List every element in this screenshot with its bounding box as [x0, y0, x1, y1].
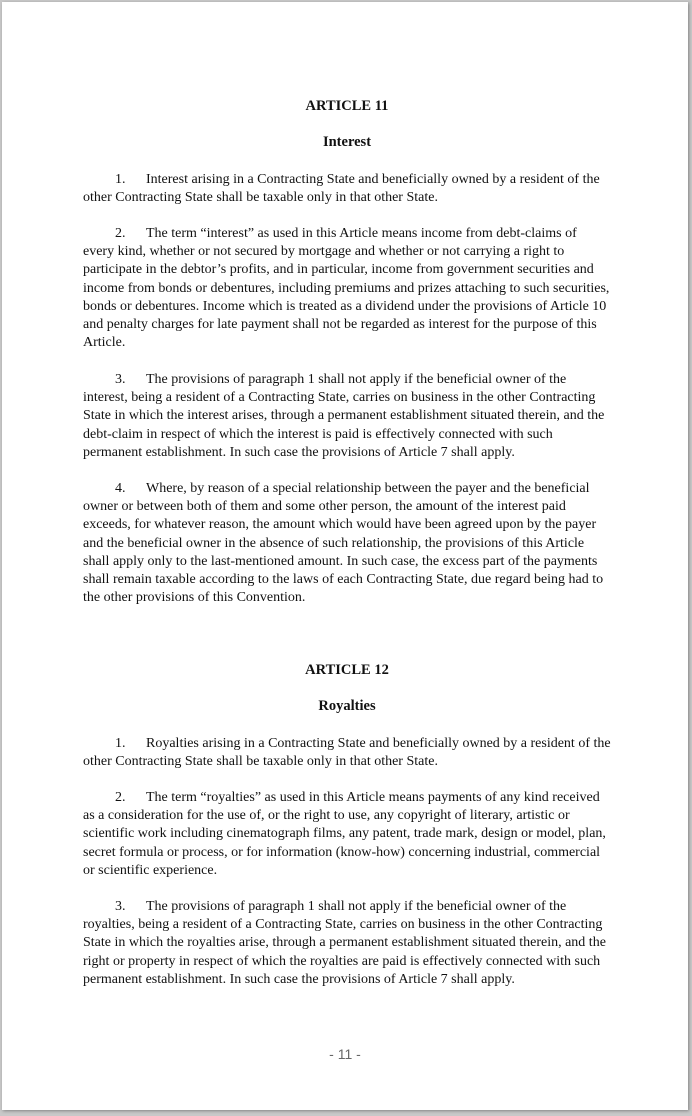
article-12-paragraph-3: 3. The provisions of paragraph 1 shall not apply if the beneficial owner of the royalties, being a resident of a Contracting State, carries on business in the other Contracting State in which the royalties arise, through a permanent establishment situated therein, and the right or property in respect of which the royalties are paid is effectively connected with such permanent establishment. In such case the provisions of Article 7 shall apply.	[83, 899, 606, 987]
article-12-paragraph-2: 2. The term “royalties” as used in this Article means payments of any kind received as a consideration for the use of, or the right to use, any copyright of literary, artistic or scientific work including cinematograph films, any patent, trade mark, design or model, plan, secret formula or process, or for information (know-how) concerning industrial, commercial or scientific experience.	[83, 790, 606, 878]
article-11-heading: ARTICLE 11	[305, 98, 389, 114]
article-12-paragraph-1: 1. Royalties arising in a Contracting State and beneficially owned by a resident of the other Contracting State shall be taxable only in that other State.	[83, 736, 611, 770]
page-number: - 11 -	[329, 1046, 361, 1062]
document-page	[2, 2, 688, 1110]
article-11-paragraph-1: 1. Interest arising in a Contracting State and beneficially owned by a resident of the other Contracting State shall be taxable only in that other State.	[83, 172, 600, 206]
article-11-paragraph-2: 2. The term “interest” as used in this Article means income from debt-claims of every kind, whether or not secured by mortgage and whether or not carrying a right to participate in the debtor’s profits, and in particular, income from government securities and income from bonds or debentures, including premiums and prizes attaching to such securities, bonds or debentures. Income which is treated as a dividend under the provisions of Article 10 and penalty charges for late payment shall not be regarded as interest for the purpose of this Article.	[83, 226, 610, 351]
article-12-subheading: Royalties	[318, 698, 376, 714]
article-12-heading: ARTICLE 12	[305, 662, 389, 678]
article-11-paragraph-3: 3. The provisions of paragraph 1 shall not apply if the beneficial owner of the interest, being a resident of a Contracting State, carries on business in the other Contracting State in which the interest arises, through a permanent establishment situated therein, and the debt-claim in respect of which the interest is paid is effectively connected with such permanent establishment. In such case the provisions of Article 7 shall apply.	[83, 372, 605, 460]
article-11-subheading: Interest	[322, 134, 372, 150]
article-11-paragraph-4: 4. Where, by reason of a special relationship between the payer and the beneficial owner or between both of them and some other person, the amount of the interest paid exceeds, for whatever reason, the amount which would have been agreed upon by the payer and the beneficial owner in the absence of such relationship, the provisions of this Article shall apply only to the last-mentioned amount. In such case, the excess part of the payments shall remain taxable according to the laws of each Contracting State, due regard being had to the other provisions of this Convention.	[83, 481, 604, 606]
